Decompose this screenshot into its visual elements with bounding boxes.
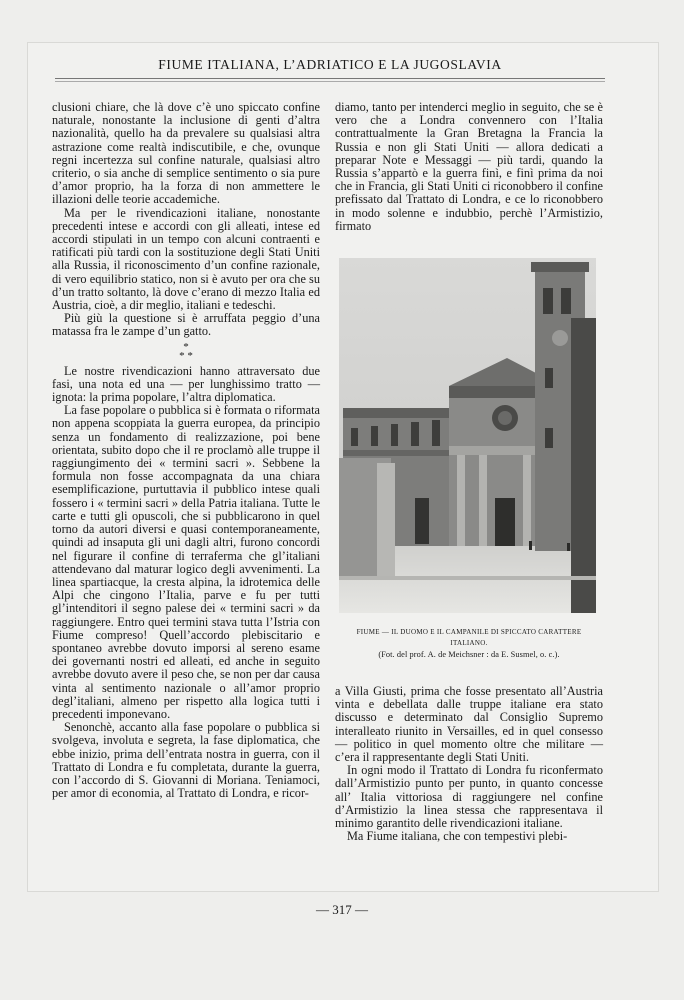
paragraph: Ma Fiume italiana, che con tempestivi plebi-	[347, 829, 568, 844]
left-column	[52, 101, 320, 800]
paragraph: Ma per le rivendicazioni italiane, nonostante precedenti intese e accordi con gli alleati, intese ed accordi stipulati in un tempo con alcuni contraenti e ratificati più tardi con la sostituzione degli Stati Uniti alla Russia, il riconoscimento d’un confine razionale, di vero equilibrio statico, non si è avuto per ora che su d’un tratto soltanto, là dove c’erano di mezzo Italia ed Austria, cioè, a dir meglio, italiani e tedeschi.	[52, 205, 320, 313]
asterism-bottom: * *	[179, 349, 193, 362]
cathedral-photo-drawing	[339, 258, 596, 613]
running-head: FIUME ITALIANA, L’ADRIATICO E LA JUGOSLAVIA	[158, 57, 502, 72]
page-number: — 317 —	[316, 902, 368, 917]
paragraph: Più giù la questione si è arruffata peggio d’una matassa fra le zampe d’un gatto.	[52, 311, 320, 339]
cathedral-photo	[339, 258, 596, 613]
asterism-divider	[52, 340, 320, 362]
figure-caption	[337, 627, 601, 660]
paragraph: Le nostre rivendicazioni hanno attraversato due fasi, una nota ed una — per lunghissimo tratto — ignota: la prima popolare, l’altra diplomatica.	[52, 363, 320, 405]
paragraph: clusioni chiare, che là dove c’è uno spiccato confine naturale, nonostante la inclusione di genti d’altra nazionalità, quello ha da prevalere su qualsiasi altra astrazione come realtà indiscutibile, e che, ovunque regni incertezza sul confine naturale, qualsiasi altro criterio, o sia anche di semplice sentimento o sia pure d’amor proprio, ha la forza di non ammettere le illazioni delle teorie accademiche.	[52, 100, 320, 207]
right-column-top	[335, 101, 603, 233]
paragraph: La fase popolare o pubblica si è formata o riformata non appena scoppiata la guerra europea, da principio senza un fondamento di realizzazione, poi bene orientata, subito dopo che il re proclamò alle truppe il raggiungimento dei « termini sacri ». Sebbene la formula non fosse accompagnata da una chiara esemplificazione, purtuttavia il pubblico intese quali fossero i « termini sacri » della Patria italiana. Tutte le carte e tutti gli opuscoli, che si pubblicarono in quel torno da autori diversi e quasi contemporaneamente, quindi ad insaputa gli uni dagli altri, furono concordi nel figurare il confine di terraferma che gl’italiani attendevano dal maturar logico degli avvenimenti. La linea spartiacque, la cresta alpina, la idrotemica delle Alpi che cingono l’Italia, parve e fu per tutti gl’intenditori il segno palese dei « termini sacri » da raggiungere. Entro quei termini stava tutta l’Istria con Fiume compreso! Quell’accordo plebiscitario e spontaneo avrebbe dovuto imporsi al sereno esame dei governanti nostri ed alleati, ed anche in seguito avrebbe dovuto avere il peso che, se non per dar causa vinta al sentimento nazionale o all’amor proprio degl’italiani, almeno per rispetto alla logica tutti i precedenti imponevano.	[52, 403, 320, 721]
header-rule-thin	[55, 81, 605, 82]
right-column-bottom	[335, 685, 603, 843]
paragraph: a Villa Giusti, prima che fosse presentato all’Austria vinta e debellata dalle truppe italiane era stato discusso e determinato dal Consiglio Supremo interalleato riunito in Versailles, ed in quel consesso — politico in quel momento oltre che militare — c’era il rappresentante degli Stati Uniti.	[335, 684, 603, 765]
paragraph: diamo, tanto per intenderci meglio in seguito, che se è vero che a Londra convennero con l’Italia contrattualmente la Gran Bretagna la Francia la Russia e non gli Stati Uniti — allora dedicati a preparar Note e Messaggi — più tardi, quando la Russia s’appartò e la guerra finì, e finì prima da noi che in Francia, gli Stati Uniti ci riconobbero il confine prefissato dal Trattato di Londra, e ce lo riconobbero in modo solenne e indubbio, perchè l’Armistizio, firmato	[335, 100, 603, 233]
caption-title: FIUME — IL DUOMO E IL CAMPANILE DI SPICCATO CARATTERE ITALIANO.	[356, 628, 582, 647]
asterism-top: *	[183, 340, 189, 353]
header-rule	[55, 78, 605, 79]
caption-credit: (Fot. del prof. A. de Meichsner : da E. Susmel, o. c.).	[378, 650, 560, 659]
paragraph: Senonchè, accanto alla fase popolare o pubblica si svolgeva, involuta e segreta, la fase diplomatica, che ebbe inizio, prima dell’entrata nostra in guerra, con il Trattato di Londra e fu completata, durante la guerra, con l’accordo di S. Giovanni di Moriana. Teniamoci, per amor di economia, al Trattato di Londra, e ricor-	[52, 720, 320, 801]
paragraph: In ogni modo il Trattato di Londra fu riconfermato dall’Armistizio punto per punto, in quanto concesse all’ Italia vittoriosa di raggiungere nel confine d’Armistizio la linea stessa che rappresentava il minimo garantito delle rivendicazioni italiane.	[335, 763, 603, 831]
